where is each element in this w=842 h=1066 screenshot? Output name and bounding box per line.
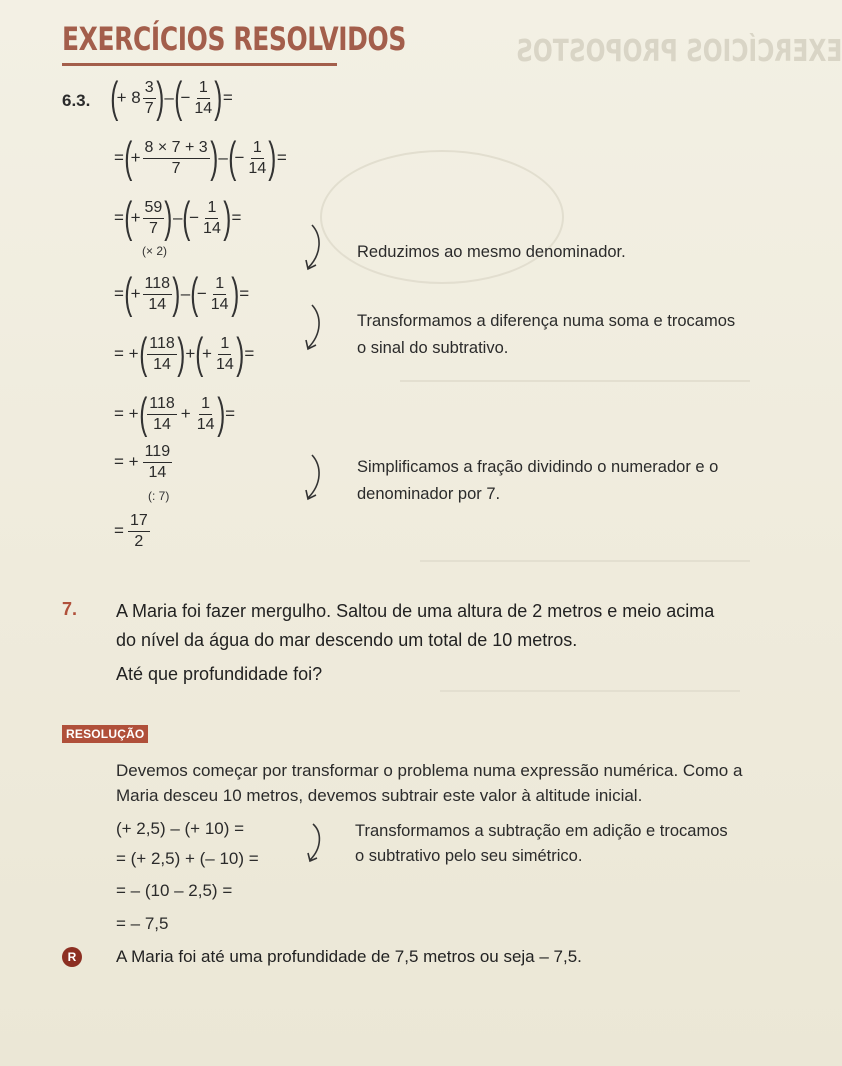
math-line-1: ( + 8 $\frac{3}{7}$ ) – ( − $\frac{1}{14}$ ) = bbox=[110, 73, 233, 122]
fraction: $\frac{1}{14}$ bbox=[203, 198, 221, 237]
math-line-5: = + ( $\frac{118}{14}$ ) + ( + $\frac{1}{14}$ ) = bbox=[114, 329, 255, 378]
exercise-number: 7. bbox=[62, 599, 78, 619]
resolution-badge: RESOLUÇÃO bbox=[62, 725, 148, 743]
curved-arrow-icon bbox=[298, 222, 328, 274]
answer-r-icon: R bbox=[62, 947, 82, 967]
math-line-7: = + $\frac{119}{14}$ bbox=[114, 443, 171, 481]
resolution-intro-line: Maria desceu 10 metros, devemos subtrair este valor à altitude inicial. bbox=[116, 786, 643, 805]
page-title: EXERCÍCIOS RESOLVIDOS bbox=[62, 20, 406, 58]
explanation-note-3b: denominador por 7. bbox=[357, 485, 501, 503]
fraction: $\frac{1}{14}$ bbox=[196, 394, 215, 433]
fraction: $\frac{118}{14}$ bbox=[144, 274, 171, 313]
resolution-step: = – 7,5 bbox=[116, 914, 169, 933]
fraction: $\frac{119}{14}$ bbox=[144, 443, 171, 481]
final-answer: A Maria foi até uma profundidade de 7,5 metros ou seja – 7,5. bbox=[116, 947, 582, 966]
resolution-note-b: o subtrativo pelo seu simétrico. bbox=[355, 847, 583, 865]
multiplier-note: (× 2) bbox=[142, 244, 168, 258]
explanation-note-2a: Transformamos a diferença numa soma e trocamos bbox=[357, 312, 736, 330]
resolution-step: = – (10 – 2,5) = bbox=[116, 881, 233, 900]
math-line-4: = ( + $\frac{118}{14}$ ) – ( − $\frac{1}{14}$ ) = bbox=[114, 269, 250, 318]
resolution-step: = (+ 2,5) + (– 10) = bbox=[116, 849, 259, 868]
fraction: $\frac{17}{2}$ bbox=[129, 512, 148, 550]
fraction: $\frac{3}{7}$ bbox=[144, 78, 154, 117]
problem-statement-line: do nível da água do mar descendo um total de 10 metros. bbox=[116, 630, 578, 650]
problem-statement-line: A Maria foi fazer mergulho. Saltou de uma altura de 2 metros e meio acima bbox=[116, 601, 715, 621]
term-text: + 8 bbox=[116, 88, 141, 107]
ghost-title: EXERCÍCIOS PROPOSTOS bbox=[516, 34, 842, 69]
curved-arrow-icon bbox=[298, 452, 328, 504]
curved-arrow-icon bbox=[300, 822, 330, 866]
ghost-line-decoration bbox=[420, 560, 750, 562]
fraction: $\frac{8 \times 7 + 3}{7}$ bbox=[144, 138, 208, 177]
math-line-8: = $\frac{17}{2}$ bbox=[114, 512, 148, 550]
title-underline bbox=[62, 63, 337, 66]
resolution-note-a: Transformamos a subtração em adição e trocamos bbox=[355, 822, 728, 840]
divisor-note: (: 7) bbox=[148, 489, 170, 503]
math-line-2: = ( + $\frac{8 \times 7 + 3}{7}$ ) – ( − $\frac{1}{14}$ ) = bbox=[114, 133, 287, 182]
ghost-line-decoration bbox=[400, 380, 750, 382]
curved-arrow-icon bbox=[298, 302, 328, 354]
resolution-intro-line: Devemos começar por transformar o problema numa expressão numérica. Como a bbox=[116, 761, 743, 780]
math-line-6: = + ( $\frac{118}{14}$ + $\frac{1}{14}$ ) = bbox=[114, 389, 236, 438]
fraction: $\frac{1}{14}$ bbox=[194, 78, 213, 117]
explanation-note-3a: Simplificamos a fração dividindo o numerador e o bbox=[357, 458, 719, 476]
fraction: $\frac{59}{7}$ bbox=[144, 198, 163, 237]
exercise-number: 6.3. bbox=[62, 91, 91, 110]
explanation-note-2b: o sinal do subtrativo. bbox=[357, 339, 509, 357]
problem-question: Até que profundidade foi? bbox=[116, 664, 323, 684]
fraction: $\frac{1}{14}$ bbox=[215, 334, 234, 373]
fraction: $\frac{1}{14}$ bbox=[210, 274, 229, 313]
fraction: $\frac{118}{14}$ bbox=[149, 334, 175, 373]
fraction: $\frac{118}{14}$ bbox=[149, 394, 175, 433]
resolution-step: (+ 2,5) – (+ 10) = bbox=[116, 819, 245, 838]
explanation-note-1: Reduzimos ao mesmo denominador. bbox=[357, 243, 626, 261]
fraction: $\frac{1}{14}$ bbox=[248, 138, 267, 177]
ghost-line-decoration bbox=[440, 690, 740, 692]
math-line-3: = ( + $\frac{59}{7}$ ) – ( − $\frac{1}{14}$ ) = bbox=[114, 193, 242, 242]
